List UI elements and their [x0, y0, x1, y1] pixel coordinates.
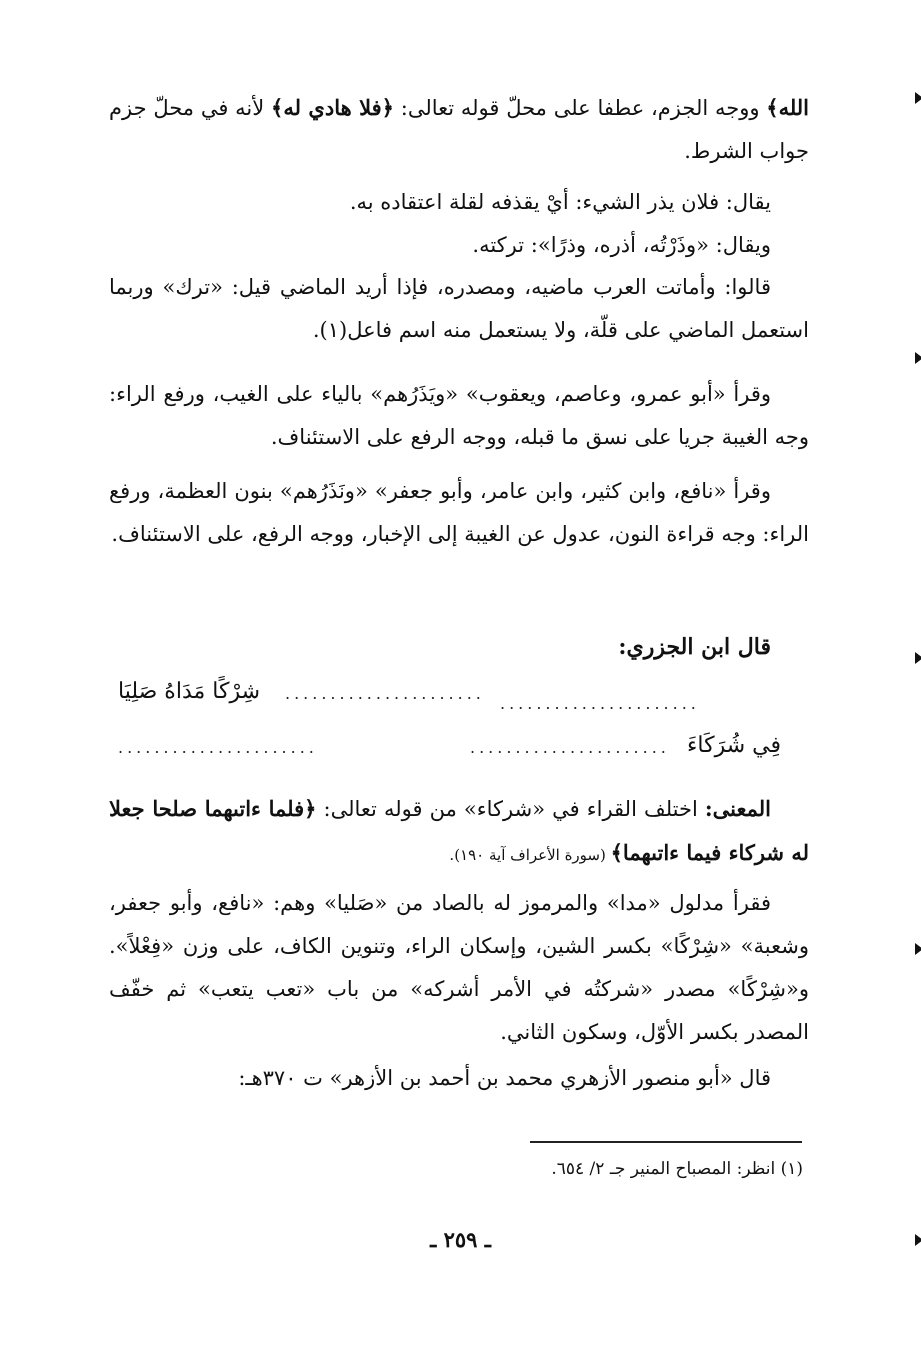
verse-hemistich-left: فِي شُرَكَاءَ — [687, 733, 781, 758]
paragraph-jazm — [109, 86, 809, 173]
heading-ibn-al-jazari: قال ابن الجزري: — [618, 634, 771, 660]
margin-mark — [915, 352, 921, 364]
bold-lead: المعنى: — [704, 796, 772, 821]
text-run: لأنه في محلّ جزم جواب الشرط. — [109, 96, 809, 163]
quran-quote: ﴿فلا هادي له﴾ — [271, 95, 394, 120]
paragraph-azhari: قال «أبو منصور الأزهري محمد بن أحمد بن الأزهر» ت ٣٧٠هـ: — [238, 1066, 771, 1090]
verse-hemistich-right: شِرْكًا مَدَاهُ صَلِيَا — [118, 679, 261, 704]
page-number: ـ ٢٥٩ ـ — [430, 1227, 491, 1252]
paragraph-yuqal-2: ويقال: «وذَرْتُه، أذره، وذرًا»: تركته. — [472, 233, 771, 257]
paragraph-reading: فقرأ مدلول «مدا» والمرموز له بالصاد من «صَليا» وهم: «نافع، وأبو جعفر، وشعبة» «شِرْكًا» بكسر الشين، وإسكان الراء، وتنوين الكاف، على وزن «فِعْلاً». و«شِرْكًا» مصدر «شركتُه في الأمر أشركه» من باب «تعب يتعب» ثم خفّف المصدر بكسر الأوّل، وسكون الثاني. — [109, 891, 809, 1044]
verse-dots: ...................... — [118, 738, 318, 757]
text-run: اختلف القراء في «شركاء» من قوله تعالى: — [316, 797, 705, 821]
margin-mark — [915, 652, 921, 664]
verse-dots: ...................... — [500, 694, 700, 713]
paragraph-qalu: قالوا: وأماتت العرب ماضيه، ومصدره، فإذا أريد الماضي قيل: «ترك» وربما استعمل الماضي على قلّة، ولا يستعمل منه اسم فاعل(١). — [109, 275, 809, 342]
paragraph-nafi: وقرأ «نافع، وابن كثير، وابن عامر، وأبو جعفر» «ونَذَرُهم» بنون العظمة، ورفع الراء: وجه قراءة النون، عدول عن الغيبة إلى الإخبار، ووجه الرفع، على الاستئناف. — [109, 479, 809, 546]
margin-mark — [915, 943, 921, 955]
quran-quote: ﴿فلما ءاتىهما صلحا جعلا له شركاء فيما ءاتىهما﴾ — [109, 796, 809, 865]
surah-reference: (سورة الأعراف آية ١٩٠). — [449, 846, 611, 864]
margin-mark — [915, 92, 921, 104]
footnote: (١) انظر: المصباح المنير جـ ٢/ ٦٥٤. — [551, 1159, 803, 1179]
verse-dots: ...................... — [470, 738, 670, 757]
paragraph-abu-amr: وقرأ «أبو عمرو، وعاصم، ويعقوب» «ويَذَرُهم» بالياء على الغيب، ورفع الراء: وجه الغيبة جريا على نسق ما قبله، ووجه الرفع على الاستئناف. — [109, 382, 809, 449]
text-run: ووجه الجزم، عطفا على محلّ قوله تعالى: — [393, 96, 767, 120]
bold-word: الله﴾ — [766, 95, 810, 120]
footnote-separator — [530, 1141, 802, 1143]
paragraph-meaning — [109, 787, 809, 877]
margin-mark — [915, 1234, 921, 1246]
paragraph-yuqal-1: يقال: فلان يذر الشيء: أيْ يقذفه لقلة اعتقاده به. — [349, 190, 771, 214]
verse-dots: ...................... — [285, 684, 485, 703]
